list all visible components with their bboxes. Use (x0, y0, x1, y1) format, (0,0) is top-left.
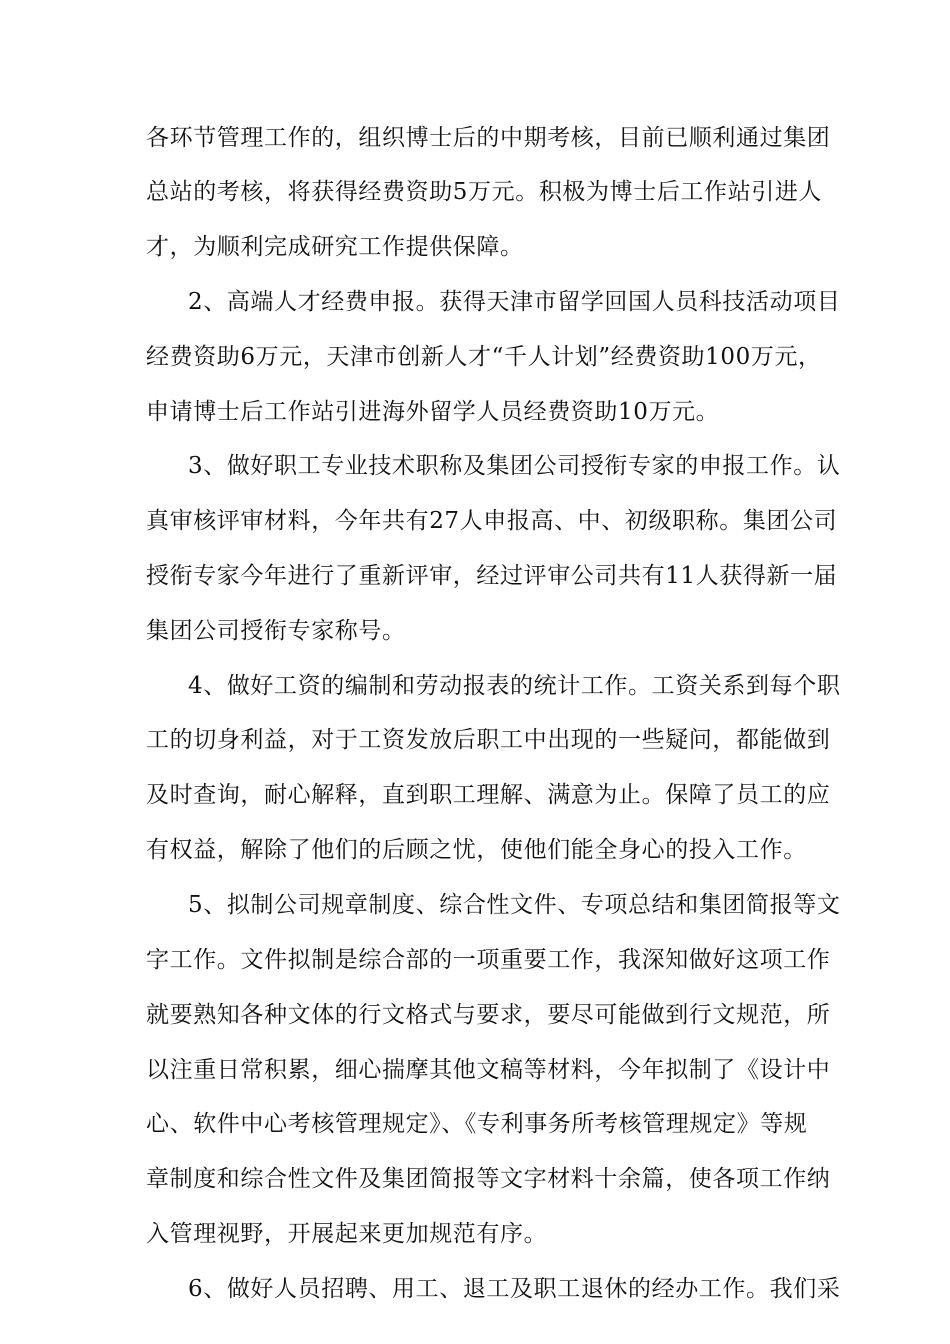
text-line: 才，为顺利完成研究工作提供保障。 (146, 234, 524, 260)
paragraph-start-line: 4、做好工资的编制和劳动报表的统计工作。工资关系到每个职 (188, 673, 841, 699)
paragraph-start-line: 5、拟制公司规章制度、综合性文件、专项总结和集团简报等文 (188, 892, 841, 918)
text-line: 各环节管理工作的，组织博士后的中期考核，目前已顺利通过集团 (146, 125, 831, 151)
paragraph-start-line: 2、高端人才经费申报。获得天津市留学回国人员科技活动项目 (188, 289, 841, 315)
text-line: 总站的考核，将获得经费资助5万元。积极为博士后工作站引进人 (146, 179, 823, 205)
text-line: 章制度和综合性文件及集团简报等文字材料十余篇，使各项工作纳 (146, 1166, 831, 1192)
text-line: 申请博士后工作站引进海外留学人员经费资助10万元。 (146, 399, 720, 425)
text-line: 经费资助6万元，天津市创新人才“千人计划”经费资助100万元， (146, 344, 822, 370)
text-line: 及时查询，耐心解释，直到职工理解、满意为止。保障了员工的应 (146, 782, 831, 808)
text-line: 真审核评审材料，今年共有27人申报高、中、初级职称。集团公司 (146, 508, 838, 534)
text-line: 集团公司授衔专家称号。 (146, 618, 406, 644)
text-line: 字工作。文件拟制是综合部的一项重要工作，我深知做好这项工作 (146, 947, 831, 973)
text-line: 工的切身利益，对于工资发放后职工中出现的一些疑问，都能做到 (146, 727, 831, 753)
text-line: 授衔专家今年进行了重新评审，经过评审公司共有11人获得新一届 (146, 563, 838, 589)
text-line: 有权益，解除了他们的后顾之忧，使他们能全身心的投入工作。 (146, 837, 807, 863)
text-line: 以注重日常积累，细心揣摩其他文稿等材料，今年拟制了《设计中 (146, 1057, 831, 1083)
text-line: 心、软件中心考核管理规定》、《专利事务所考核管理规定》等规 (146, 1111, 808, 1137)
paragraph-start-line: 3、做好职工专业技术职称及集团公司授衔专家的申报工作。认 (188, 453, 841, 479)
paragraph-start-line: 6、做好人员招聘、用工、退工及职工退休的经办工作。我们采 (188, 1276, 841, 1302)
text-line: 就要熟知各种文体的行文格式与要求，要尽可能做到行文规范，所 (146, 1002, 831, 1028)
text-line: 入管理视野，开展起来更加规范有序。 (146, 1221, 548, 1247)
